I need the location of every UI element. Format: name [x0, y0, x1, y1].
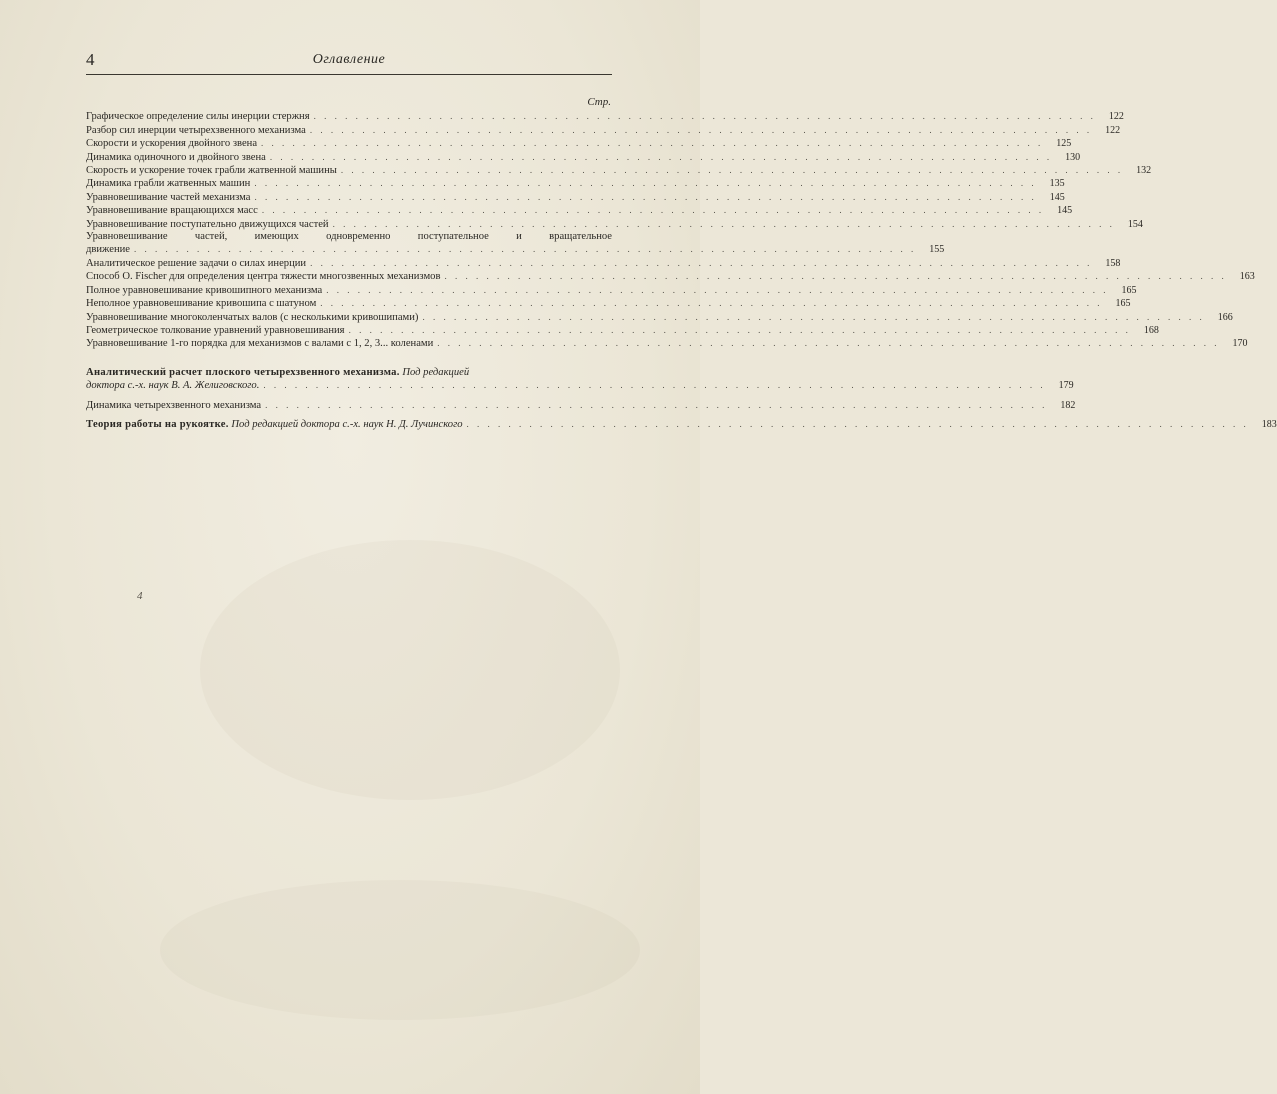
running-title: Оглавление — [312, 52, 386, 67]
dot-leader — [422, 311, 1204, 323]
toc-entry-page: 122 — [1105, 124, 1121, 136]
dot-leader — [333, 218, 1115, 230]
toc-entry — [86, 337, 1248, 350]
toc-entry-page: 158 — [1105, 257, 1121, 269]
toc-entry — [86, 297, 1131, 310]
toc-entry-page: 130 — [1065, 151, 1081, 163]
toc-entry — [86, 324, 1159, 337]
toc-entry-title: Динамика грабли жатвенных машин — [86, 178, 251, 190]
toc-entry-title: Неполное уравновешивание кривошипа с шатуном — [86, 298, 317, 310]
toc-entry-line2: движение — [86, 244, 130, 256]
toc-entry-page: 122 — [1108, 111, 1124, 123]
paper-stain — [200, 540, 620, 800]
dot-leader — [270, 151, 1052, 163]
toc-entry-title: Способ O. Fischer для определения центра тяжести многозвенных механизмов — [86, 271, 441, 283]
toc-entry-page: 154 — [1127, 218, 1143, 230]
toc-group-1 — [86, 110, 1152, 231]
toc-entry-title: Динамика четырехзвенного механизма — [86, 399, 262, 411]
stray-mark: 4 — [137, 590, 143, 602]
toc-entry-title: Разбор сил инерции четырехзвенного механизма — [86, 124, 306, 136]
toc-entry-title: Геометрическое толкование уравнений уравновешивания — [86, 324, 345, 336]
toc-entry — [86, 110, 1124, 123]
toc-section-theory — [86, 418, 1277, 431]
dot-leader — [254, 191, 1036, 203]
dot-leader — [134, 243, 916, 255]
toc-entry-title: Графическое определение силы инерции стержня — [86, 111, 310, 123]
section-editor-a: Под редакцией — [402, 366, 470, 378]
toc-entry-title: Скорости и ускорения двойного звена — [86, 138, 258, 150]
section-editor: Под редакцией доктора с.-х. наук Н. Д. Лучинского — [231, 418, 463, 430]
dot-leader — [437, 337, 1219, 349]
toc-entry-page: 170 — [1232, 338, 1248, 350]
toc-entry-page: 183 — [1261, 418, 1277, 430]
toc-entry-page: 166 — [1217, 311, 1233, 323]
dot-leader — [254, 177, 1036, 189]
paper-stain — [160, 880, 640, 1020]
toc-entry-title: Уравновешивание многоколенчатых валов (с несколькими кривошипами) — [86, 311, 419, 323]
toc-entry — [86, 270, 1255, 283]
toc-entry-page: 135 — [1049, 178, 1065, 190]
toc-entry — [86, 164, 1152, 177]
dot-leader — [467, 418, 1249, 430]
page-header — [86, 50, 612, 72]
dot-leader — [262, 204, 1044, 216]
toc-entry-page: 165 — [1115, 298, 1131, 310]
toc-entry — [86, 124, 1121, 137]
toc-entry-title: Уравновешивание поступательно движущихся частей — [86, 218, 329, 230]
toc-entry — [86, 218, 1143, 231]
toc-entry-page: 165 — [1121, 284, 1137, 296]
toc-entry-page: 179 — [1058, 380, 1074, 392]
section-editor-b: доктора с.-х. наук В. А. Желиговского. — [86, 380, 260, 392]
toc-entry — [86, 177, 1065, 190]
dot-leader — [326, 284, 1108, 296]
dot-leader — [265, 399, 1047, 411]
toc-entry — [86, 257, 1121, 270]
toc-entry-line1: Уравновешивание частей, имеющих одновременно поступательное и вращательное — [86, 231, 612, 243]
toc-entry — [86, 311, 1233, 324]
toc-entry — [86, 191, 1065, 204]
toc-entry-title: Уравновешивание частей механизма — [86, 191, 251, 203]
toc-entry-title: Аналитическое решение задачи о силах инерции — [86, 257, 307, 269]
toc-entry-page: 155 — [929, 244, 945, 256]
toc-entry-title: Уравновешивание вращающихся масс — [86, 205, 258, 217]
header-rule — [86, 74, 612, 75]
toc-entry-page: 163 — [1239, 271, 1255, 283]
section-lead: Теория работы на рукоятке. — [86, 418, 229, 430]
toc-group-2 — [86, 257, 1255, 351]
toc-entry — [86, 137, 1072, 150]
toc-entry-page: 182 — [1060, 399, 1076, 411]
dot-leader — [341, 164, 1123, 176]
toc-entry-page: 168 — [1143, 324, 1159, 336]
toc-section-analytic — [86, 366, 1074, 393]
toc-entry — [86, 284, 1137, 297]
pages-column-label: Стр. — [587, 96, 611, 108]
dot-leader — [261, 137, 1043, 149]
toc-entry — [86, 204, 1073, 217]
dot-leader — [444, 270, 1226, 282]
page-number: 4 — [86, 50, 95, 69]
dot-leader — [310, 257, 1092, 269]
toc-entry-title: Скорость и ускорение точек грабли жатвенной машины — [86, 165, 337, 177]
toc-entry-multiline — [86, 231, 945, 257]
section-lead: Аналитический расчет плоского четырехзвенного механизма. — [86, 366, 400, 378]
toc-entry-page: 132 — [1136, 165, 1152, 177]
dot-leader — [310, 124, 1092, 136]
toc-entry-title: Динамика одиночного и двойного звена — [86, 151, 266, 163]
dot-leader — [314, 110, 1096, 122]
toc-entry-page: 145 — [1057, 205, 1073, 217]
toc-entry-dynamics — [86, 399, 1076, 412]
toc-entry — [86, 151, 1081, 164]
toc-entry-page: 125 — [1056, 138, 1072, 150]
dot-leader — [263, 379, 1045, 391]
dot-leader — [349, 324, 1131, 336]
toc-entry-page: 145 — [1049, 191, 1065, 203]
toc-entry-title: Уравновешивание 1-го порядка для механизмов с валами с 1, 2, 3... коленами — [86, 338, 434, 350]
dot-leader — [320, 297, 1102, 309]
table-of-contents — [86, 96, 1277, 431]
toc-entry-title: Полное уравновешивание кривошипного механизма — [86, 284, 323, 296]
